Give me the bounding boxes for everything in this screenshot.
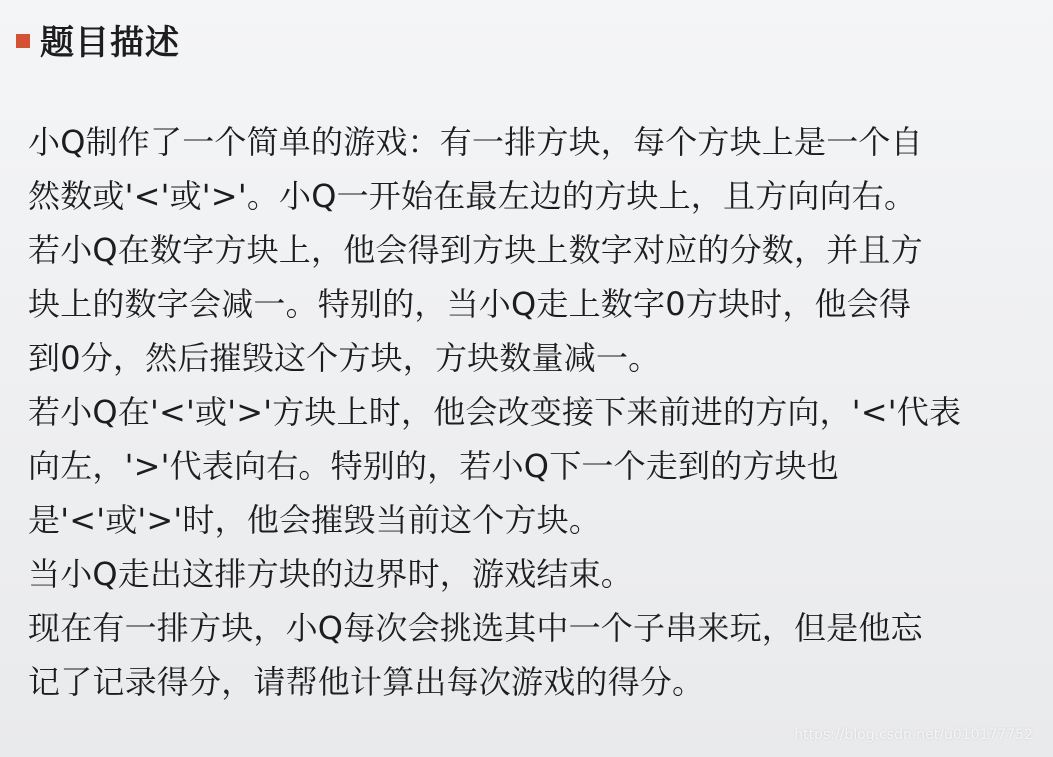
description-line: 若小Q在数字方块上，他会得到方块上数字对应的分数，并且方	[28, 231, 923, 269]
description-line: 若小Q在'<'或'>'方块上时，他会改变接下来前进的方向，'<'代表	[28, 393, 962, 431]
section-title: 题目描述	[40, 22, 180, 63]
square-bullet-icon	[16, 34, 30, 48]
problem-description	[28, 115, 1033, 709]
description-line: 到0分，然后摧毁这个方块，方块数量减一。	[28, 339, 661, 377]
description-line: 当小Q走出这排方块的边界时，游戏结束。	[28, 555, 633, 593]
watermark-text: https://blog.csdn.net/u010177752	[794, 727, 1033, 743]
description-line: 现在有一排方块，小Q每次会挑选其中一个子串来玩，但是他忘	[28, 609, 923, 647]
description-line: 向左，'>'代表向右。特别的，若小Q下一个走到的方块也	[28, 447, 839, 485]
description-line: 块上的数字会减一。特别的，当小Q走上数字0方块时，他会得	[28, 285, 912, 323]
description-line: 小Q制作了一个简单的游戏：有一排方块，每个方块上是一个自	[28, 123, 923, 161]
section-header	[16, 14, 180, 64]
description-line: 然数或'<'或'>'。小Q一开始在最左边的方块上，且方向向右。	[28, 177, 917, 215]
description-line: 记了记录得分，请帮他计算出每次游戏的得分。	[28, 663, 705, 701]
description-line: 是'<'或'>'时，他会摧毁当前这个方块。	[28, 501, 602, 539]
